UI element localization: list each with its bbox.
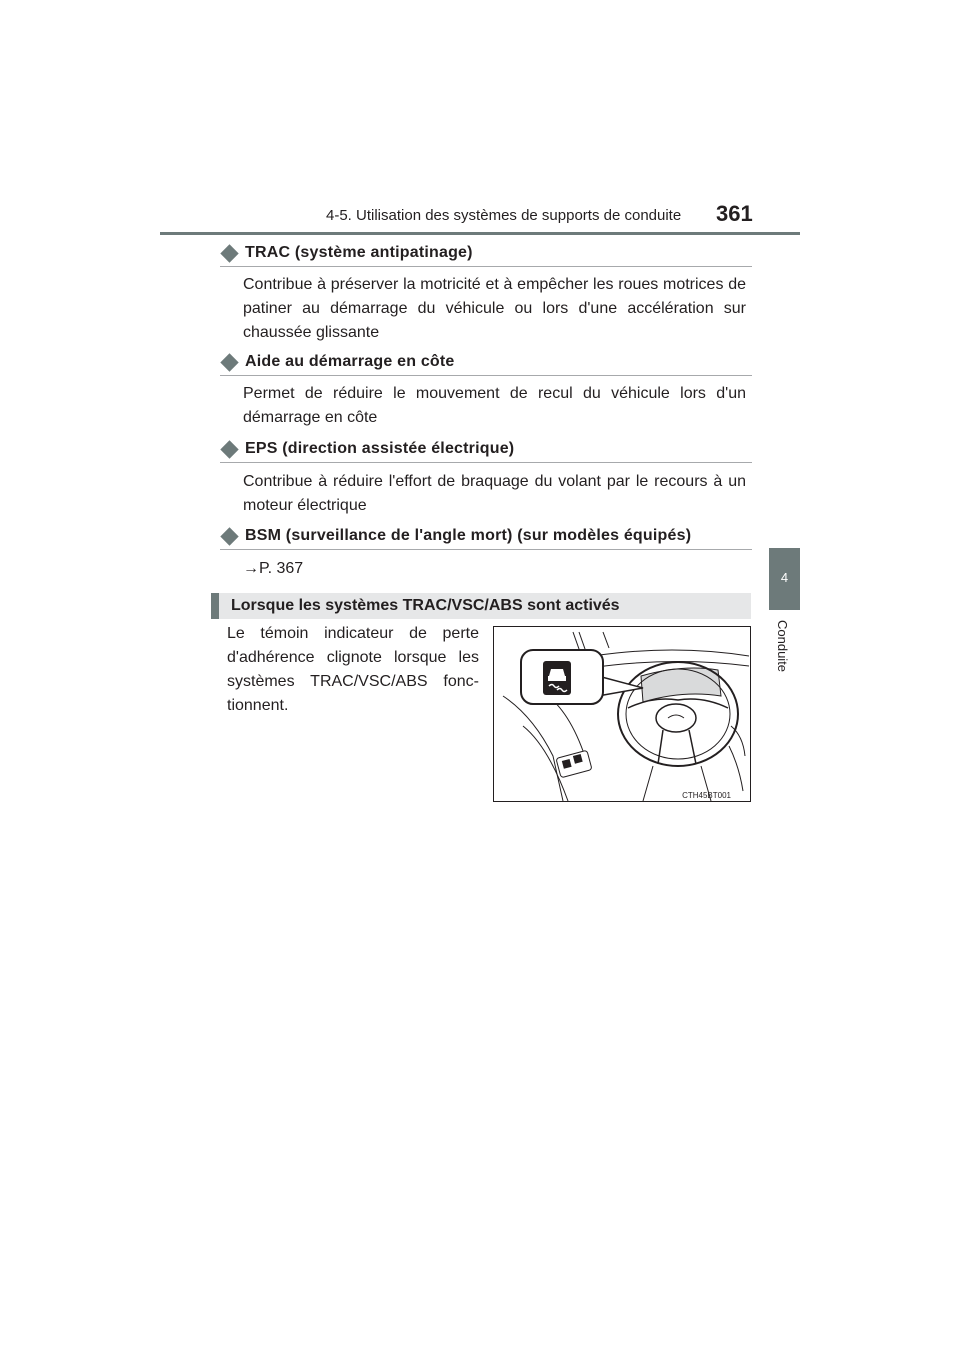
header-title: 4-5. Utilisation des systèmes de supports de conduite: [326, 207, 682, 224]
section-eps-body: Contribue à réduire l'effort de braquage du volant par le recours à un moteur électrique: [243, 473, 746, 514]
section-bsm-page-reference[interactable]: →P. 367: [243, 560, 304, 577]
subsection-body: Le témoin indicateur de perte d'adhérence clignote lorsque les systèmes TRAC/VSC/ABS fonc-tionnent.: [227, 625, 479, 714]
section-title: EPS (direction assistée électrique): [245, 440, 515, 457]
diamond-bullet-icon: [220, 244, 238, 262]
section-trac-heading: [220, 240, 752, 267]
section-trac-body: Contribue à préserver la motricité et à empêcher les roues motrices de patiner au démarrage du véhicule ou lors d'une accélération sur chaussée glissante: [243, 276, 746, 341]
diamond-bullet-icon: [220, 440, 238, 458]
subsection-heading: Lorsque les systèmes TRAC/VSC/ABS sont activés: [211, 593, 751, 619]
header-rule: [160, 232, 800, 235]
section-title: Aide au démarrage en côte: [245, 353, 455, 370]
section-bsm-heading: [220, 523, 752, 550]
section-title: BSM (surveillance de l'angle mort) (sur modèles équipés): [245, 527, 692, 544]
diamond-bullet-icon: [220, 353, 238, 371]
page-number: 361: [716, 201, 753, 226]
illustration-code: CTH45BT001: [682, 791, 731, 800]
section-eps-heading: [220, 436, 752, 463]
section-hill-start-body: Permet de réduire le mouvement de recul du véhicule lors d'un démarrage en côte: [243, 385, 746, 426]
section-title: TRAC (système antipatinage): [245, 244, 473, 261]
chapter-label: Conduite: [775, 620, 790, 673]
chapter-tab: [769, 548, 800, 610]
slip-indicator-icon: [543, 661, 571, 695]
diamond-bullet-icon: [220, 527, 238, 545]
dashboard-illustration: [493, 626, 751, 802]
section-hill-start-heading: [220, 349, 752, 376]
chapter-number: 4: [780, 570, 789, 585]
